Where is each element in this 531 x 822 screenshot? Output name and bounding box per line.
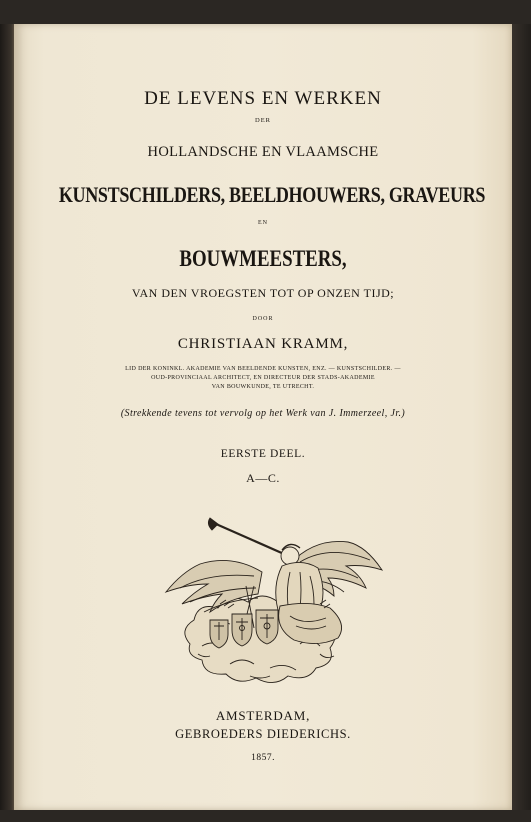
subtitle: (Strekkende tevens tot vervolg op het Werk van J. Immerzeel, Jr.) bbox=[120, 408, 406, 419]
title-line-6: BOUWMEESTERS, bbox=[179, 246, 347, 271]
title-line-4: KUNSTSCHILDERS, BEELDHOUWERS, GRAVEURS bbox=[58, 182, 486, 207]
publisher-name: GEBROEDERS DIEDERICHS. bbox=[175, 727, 351, 741]
author-credentials-1: LID DER KONINKL. AKADEMIE VAN BEELDENDE KUNSTEN, ENZ. — KUNSTSCHILDER. — bbox=[125, 366, 401, 372]
author-name: CHRISTIAAN KRAMM, bbox=[177, 336, 349, 352]
volume-label: EERSTE DEEL. bbox=[220, 448, 306, 460]
title-line-3: HOLLANDSCHE EN VLAAMSCHE bbox=[147, 144, 379, 160]
title-line-5: EN bbox=[258, 220, 268, 226]
title-line-2: DER bbox=[255, 117, 271, 124]
publication-city: AMSTERDAM, bbox=[215, 708, 311, 723]
page-edge bbox=[509, 24, 531, 810]
title-line-7: VAN DEN VROEGSTEN TOT OP ONZEN TIJD; bbox=[131, 286, 395, 300]
author-credentials-2: OUD-PROVINCIAAL ARCHITECT, EN DIRECTEUR DER STADS-AKADEMIE bbox=[151, 375, 375, 381]
title-line-8: DOOR bbox=[252, 316, 274, 322]
title-page bbox=[14, 24, 512, 810]
letter-range: A—C. bbox=[246, 471, 280, 485]
angel-trumpet-icon bbox=[150, 494, 390, 696]
author-credentials-3: VAN BOUWKUNDE, TE UTRECHT. bbox=[211, 384, 315, 390]
title-line-1: DE LEVENS EN WERKEN bbox=[144, 88, 382, 109]
publication-year: 1857. bbox=[251, 753, 275, 763]
